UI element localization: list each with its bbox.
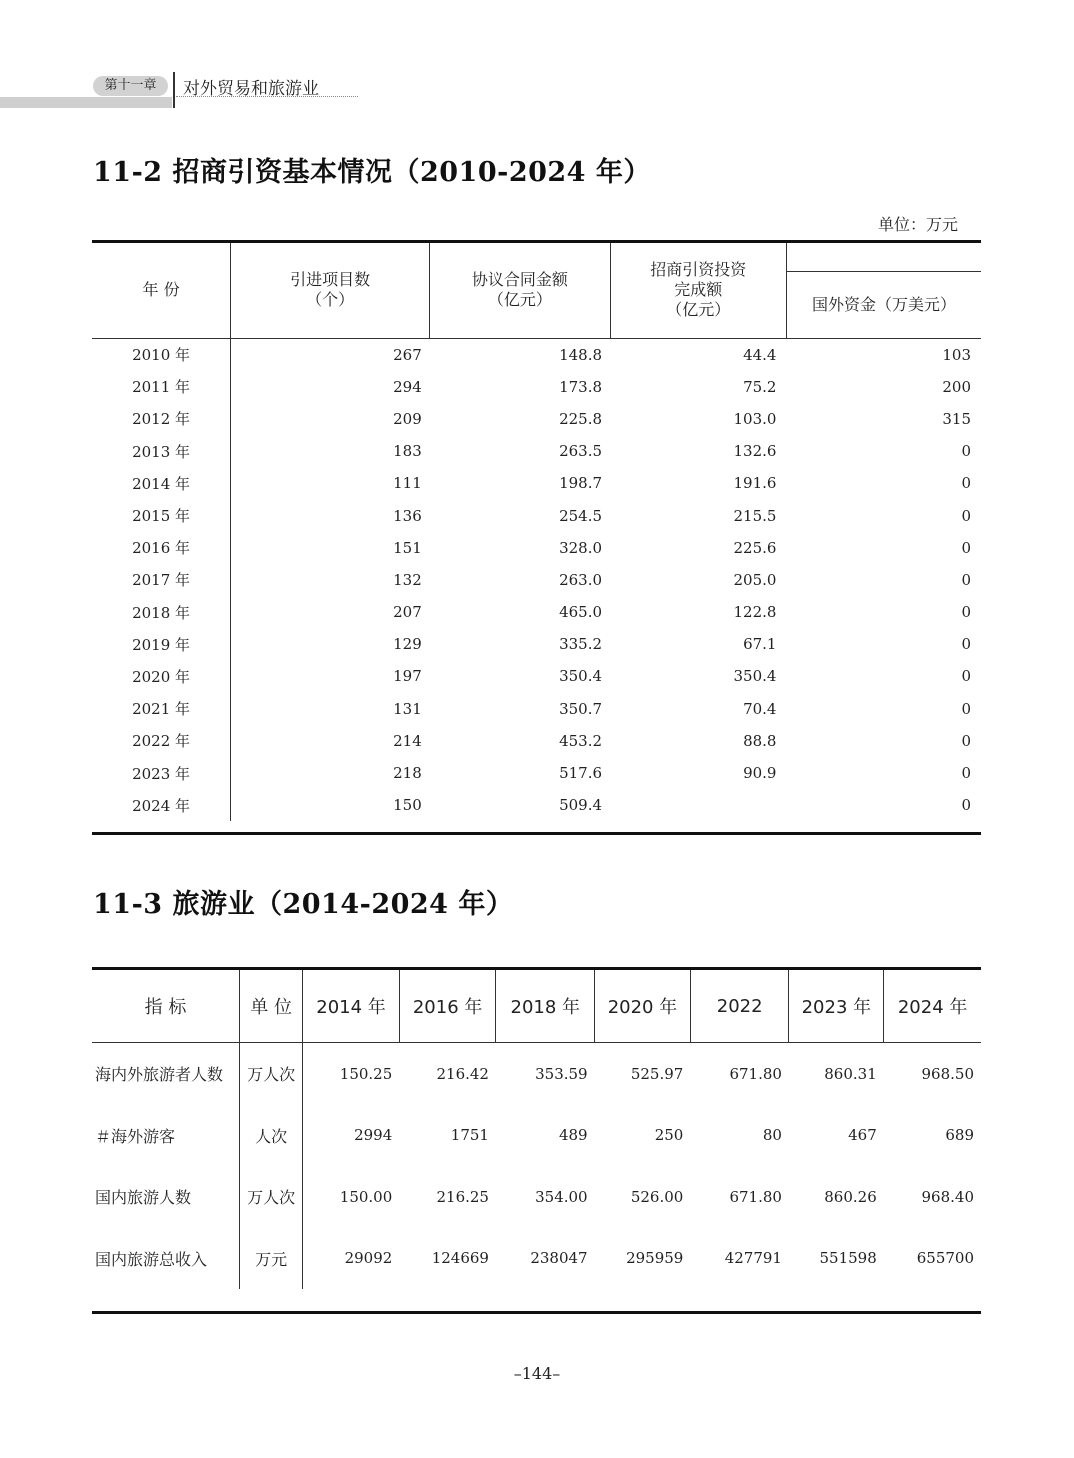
cell-invest: 70.4 (743, 699, 777, 718)
cell-year: 2019 年 (92, 628, 231, 660)
col-indicator-label: 指 标 (144, 997, 187, 1018)
table2-bottom-rule (92, 1311, 981, 1314)
cell-contract: 198.7 (559, 474, 603, 493)
table-row (92, 789, 981, 821)
header-divider (173, 72, 175, 108)
cell-invest: 132.6 (733, 442, 777, 461)
cell-contract: 335.2 (559, 635, 603, 654)
cell-contract: 350.4 (559, 667, 603, 686)
cell-unit: 万人次 (239, 1166, 302, 1228)
col-indicator-header (92, 970, 239, 1043)
cell-projects: 183 (393, 442, 422, 461)
chapter-title: 对外贸易和旅游业 (183, 79, 319, 99)
col-foreign-header (786, 243, 981, 338)
cell-year: 2023 年 (92, 757, 231, 789)
cell-contract: 465.0 (559, 603, 603, 622)
cell-value: 29092 (344, 1249, 393, 1268)
table-row (92, 564, 981, 596)
cell-foreign: 0 (961, 538, 971, 557)
cell-value: 489 (558, 1126, 588, 1145)
cell-foreign: 200 (942, 377, 971, 396)
table-row (92, 1043, 981, 1105)
year-label: 2014 年 (316, 997, 386, 1018)
col-invest-header (610, 243, 786, 338)
cell-value: 860.26 (824, 1187, 877, 1206)
cell-contract: 453.2 (559, 731, 603, 750)
section-title-investment: 11-2 招商引资基本情况（2010-2024 年） (93, 157, 651, 188)
cell-invest: 88.8 (743, 731, 777, 750)
cell-projects: 197 (393, 667, 422, 686)
cell-year: 2018 年 (92, 596, 231, 628)
cell-invest (610, 789, 786, 821)
col-year-header (884, 970, 981, 1043)
cell-unit: 人次 (239, 1105, 302, 1167)
table-row (92, 499, 981, 531)
cell-foreign: 0 (961, 731, 971, 750)
cell-value: 427791 (724, 1249, 782, 1268)
cell-foreign: 0 (961, 796, 971, 815)
col-invest-label-1: 招商引资投资 (650, 260, 747, 280)
year-label: 2020 年 (607, 997, 678, 1018)
table-row (92, 435, 981, 467)
cell-invest: 350.4 (733, 667, 777, 686)
table-row (92, 1166, 981, 1228)
cell-projects: 294 (393, 377, 422, 396)
cell-foreign: 0 (961, 764, 971, 783)
table-row (92, 725, 981, 757)
col-foreign-label: 国外资金（万美元） (787, 271, 981, 338)
cell-invest: 122.8 (733, 603, 777, 622)
cell-value: 968.40 (921, 1187, 974, 1206)
cell-invest: 225.6 (733, 538, 777, 557)
cell-year: 2015 年 (92, 499, 231, 531)
table-row (92, 628, 981, 660)
col-projects-label: 引进项目数 (290, 270, 371, 290)
cell-contract: 517.6 (559, 764, 603, 783)
cell-indicator: 国内旅游总收入 (92, 1228, 239, 1290)
year-label: 2024 年 (897, 997, 968, 1018)
cell-contract: 263.0 (559, 570, 603, 589)
cell-value: 238047 (530, 1249, 588, 1268)
col-invest-unit: （亿元） (666, 300, 731, 320)
col-contract-header (430, 243, 610, 338)
cell-value: 551598 (819, 1249, 877, 1268)
cell-value: 124669 (431, 1249, 489, 1268)
cell-foreign: 0 (961, 474, 971, 493)
cell-projects: 267 (393, 345, 422, 364)
cell-projects: 209 (393, 409, 422, 428)
col-year-header (789, 970, 884, 1043)
cell-projects: 207 (393, 603, 422, 622)
col-year-label: 年 份 (142, 280, 180, 300)
table-row (92, 1105, 981, 1167)
table-row (92, 757, 981, 789)
cell-foreign: 0 (961, 442, 971, 461)
cell-contract: 328.0 (559, 538, 603, 557)
cell-year: 2017 年 (92, 564, 231, 596)
cell-invest: 191.6 (733, 474, 777, 493)
col-year-header (690, 970, 789, 1043)
section-title-tourism: 11-3 旅游业（2014-2024 年） (93, 889, 514, 920)
cell-indicator: 国内旅游人数 (92, 1166, 239, 1228)
cell-projects: 151 (393, 538, 422, 557)
cell-projects: 218 (393, 764, 422, 783)
year-label: 2016 年 (412, 997, 483, 1018)
cell-year: 2024 年 (92, 789, 231, 821)
cell-contract: 173.8 (559, 377, 603, 396)
cell-year: 2010 年 (92, 338, 231, 371)
cell-projects: 111 (393, 474, 422, 493)
col-year-header (595, 970, 691, 1043)
cell-foreign: 0 (961, 635, 971, 654)
cell-year: 2021 年 (92, 693, 231, 725)
col-contract-label: 协议合同金额 (471, 270, 568, 290)
table-row (92, 596, 981, 628)
cell-value: 150.00 (339, 1187, 393, 1206)
cell-projects: 150 (393, 796, 422, 815)
cell-contract: 509.4 (559, 796, 603, 815)
col-year-header (303, 970, 400, 1043)
col-year-header (496, 970, 595, 1043)
cell-year: 2012 年 (92, 403, 231, 435)
cell-invest: 215.5 (733, 506, 777, 525)
table-row (92, 693, 981, 725)
table-row (92, 467, 981, 499)
col-unit-label: 单 位 (250, 997, 292, 1018)
investment-table (92, 243, 981, 821)
table-row (92, 371, 981, 403)
cell-projects: 132 (393, 570, 422, 589)
cell-year: 2020 年 (92, 660, 231, 692)
cell-indicator: ＃海外游客 (92, 1105, 239, 1167)
cell-value: 525.97 (630, 1064, 684, 1083)
cell-contract: 225.8 (559, 409, 603, 428)
cell-invest: 67.1 (743, 635, 777, 654)
cell-value: 216.25 (436, 1187, 489, 1206)
cell-foreign: 0 (961, 570, 971, 589)
cell-year: 2011 年 (92, 371, 231, 403)
cell-value: 671.80 (729, 1064, 782, 1083)
cell-value: 250 (654, 1126, 684, 1145)
cell-unit: 万人次 (239, 1043, 302, 1105)
col-invest-label-2: 完成额 (674, 280, 723, 300)
cell-foreign: 0 (961, 603, 971, 622)
cell-indicator: 海内外旅游者人数 (92, 1043, 239, 1105)
table-row (92, 338, 981, 371)
cell-year: 2022 年 (92, 725, 231, 757)
cell-contract: 263.5 (559, 442, 603, 461)
cell-value: 655700 (916, 1249, 974, 1268)
cell-unit: 万元 (239, 1228, 302, 1290)
cell-year: 2013 年 (92, 435, 231, 467)
cell-foreign: 0 (961, 667, 971, 686)
cell-projects: 131 (393, 699, 422, 718)
cell-projects: 129 (393, 635, 422, 654)
cell-value: 968.50 (921, 1064, 974, 1083)
cell-value: 860.31 (824, 1064, 877, 1083)
col-year-header (92, 243, 231, 338)
year-label: 2022 (716, 995, 763, 1017)
cell-projects: 214 (393, 731, 422, 750)
col-projects-header (231, 243, 430, 338)
cell-contract: 254.5 (559, 506, 603, 525)
tourism-table (92, 970, 981, 1289)
cell-value: 1751 (450, 1126, 489, 1145)
cell-invest: 75.2 (743, 377, 777, 396)
cell-invest: 205.0 (733, 570, 777, 589)
col-unit-header (239, 970, 302, 1043)
cell-value: 295959 (626, 1249, 684, 1268)
unit-label: 单位：万元 (878, 215, 959, 234)
cell-projects: 136 (393, 506, 422, 525)
cell-value: 354.00 (535, 1187, 588, 1206)
cell-value: 671.80 (729, 1187, 782, 1206)
cell-invest: 44.4 (743, 345, 777, 364)
col-year-header (399, 970, 496, 1043)
cell-year: 2014 年 (92, 467, 231, 499)
cell-value: 467 (848, 1126, 877, 1145)
cell-foreign: 103 (942, 345, 971, 364)
table-row (92, 660, 981, 692)
cell-foreign: 0 (961, 506, 971, 525)
header-dotted-rule (176, 96, 358, 97)
cell-value: 80 (762, 1126, 782, 1145)
cell-foreign: 315 (942, 409, 971, 428)
table1-bottom-rule (92, 832, 981, 835)
table-row (92, 403, 981, 435)
cell-year: 2016 年 (92, 532, 231, 564)
cell-foreign: 0 (961, 699, 971, 718)
cell-value: 150.25 (339, 1064, 393, 1083)
page-number: –144– (513, 1364, 561, 1383)
year-label: 2023 年 (801, 997, 872, 1018)
cell-invest: 90.9 (743, 764, 777, 783)
cell-value: 526.00 (630, 1187, 684, 1206)
header-band (0, 97, 172, 108)
cell-contract: 350.7 (559, 699, 603, 718)
year-label: 2018 年 (510, 997, 581, 1018)
cell-value: 689 (945, 1126, 974, 1145)
col-contract-unit: （亿元） (487, 290, 552, 310)
chapter-badge: 第十一章 (93, 76, 168, 96)
col-projects-unit: （个） (306, 290, 355, 310)
table-row (92, 1228, 981, 1290)
cell-invest: 103.0 (733, 409, 777, 428)
cell-value: 216.42 (436, 1064, 489, 1083)
cell-value: 2994 (354, 1126, 393, 1145)
table-row (92, 532, 981, 564)
cell-contract: 148.8 (559, 345, 603, 364)
cell-value: 353.59 (535, 1064, 588, 1083)
